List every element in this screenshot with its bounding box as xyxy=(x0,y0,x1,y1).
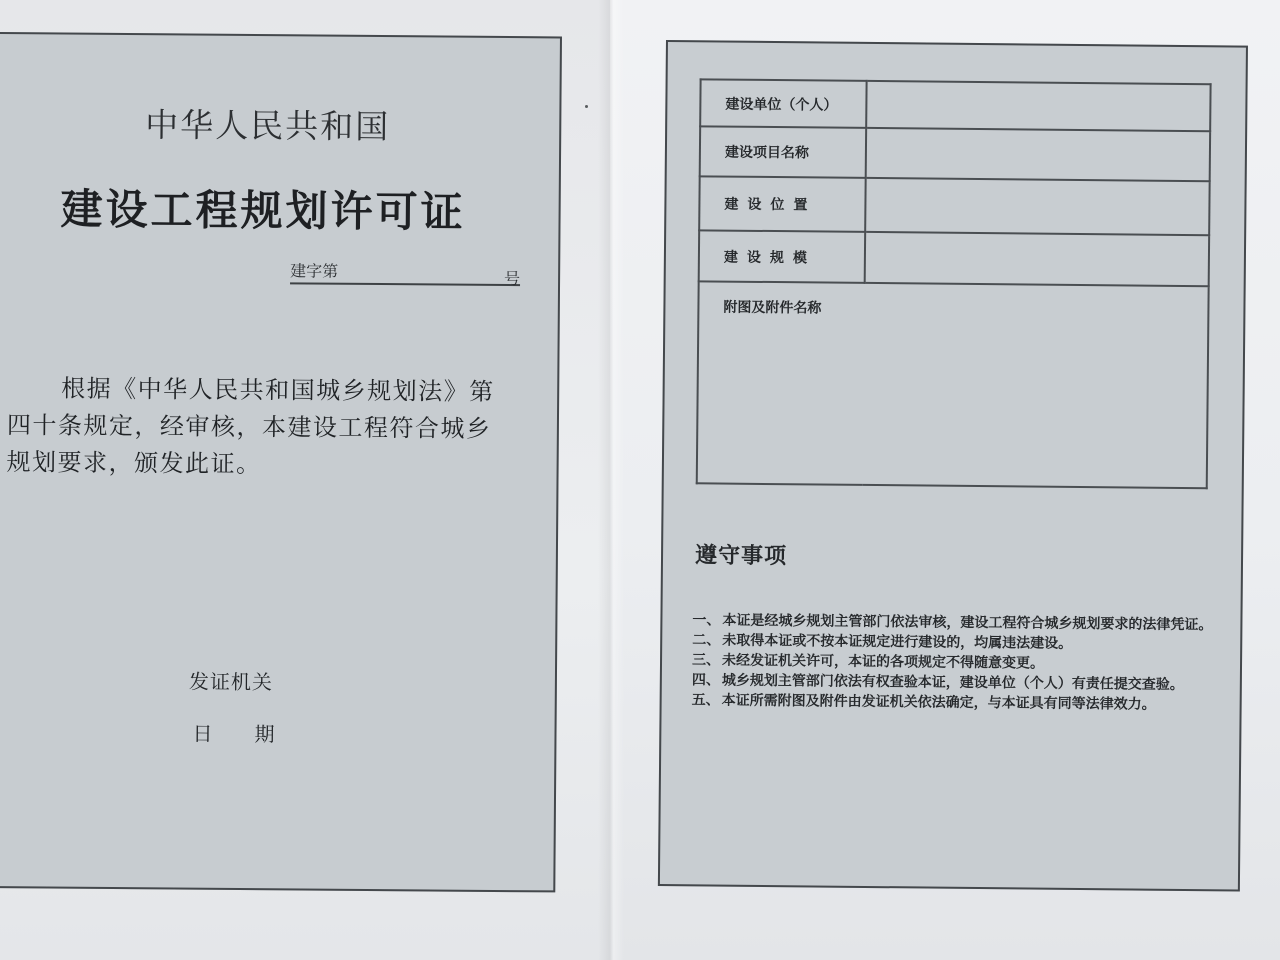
note-number: 一、 xyxy=(692,612,721,629)
note-text: 本证所需附图及附件由发证机关依法确定，与本证具有同等法律效力。 xyxy=(721,692,1156,713)
note-number: 二、 xyxy=(692,632,721,649)
fold-crease xyxy=(598,0,624,960)
statement-line: 规划要求，颁发此证。 xyxy=(6,448,262,479)
list-item xyxy=(692,690,1222,715)
construction-scale-label: 建设规模 xyxy=(699,230,865,283)
table-row xyxy=(699,230,1209,286)
issuing-authority-label: 发证机关 xyxy=(188,669,273,695)
construction-scale-value xyxy=(865,232,1209,286)
compliance-notes-list xyxy=(692,610,1223,715)
permit-cover-panel xyxy=(0,32,562,892)
construction-unit-label: 建设单位（个人） xyxy=(700,79,866,128)
permit-number-line xyxy=(290,258,521,289)
permit-title: 建设工程规划许可证 xyxy=(60,184,466,237)
attachments-label: 附图及附件名称 xyxy=(697,281,1209,488)
project-name-value xyxy=(866,128,1210,181)
table-row xyxy=(697,281,1209,488)
note-number: 四、 xyxy=(691,672,720,689)
construction-location-label: 建设位置 xyxy=(699,176,866,232)
permit-details-panel xyxy=(658,40,1248,892)
note-text: 城乡规划主管部门依法有权查验本证，建设单位（个人）有责任提交查验。 xyxy=(721,672,1184,694)
project-name-label: 建设项目名称 xyxy=(700,126,866,178)
permit-statement xyxy=(6,370,527,485)
statement-line: 根据《中华人民共和国城乡规划法》第 xyxy=(61,374,495,406)
table-row xyxy=(700,126,1210,181)
note-text: 未取得本证或不按本证规定进行建设的，均属违法建设。 xyxy=(722,632,1073,652)
table-row xyxy=(699,176,1209,235)
statement-line: 四十条规定，经审核，本建设工程符合城乡 xyxy=(6,411,492,443)
country-name: 中华人民共和国 xyxy=(145,105,391,147)
table-row xyxy=(700,79,1210,131)
note-number: 五、 xyxy=(691,692,720,709)
construction-location-value xyxy=(865,178,1210,235)
construction-unit-value xyxy=(866,81,1210,131)
note-text: 本证是经城乡规划主管部门依法审核，建设工程符合城乡规划要求的法律凭证。 xyxy=(722,612,1213,634)
permit-number-prefix: 建字第 xyxy=(290,261,339,281)
note-text: 未经发证机关许可，本证的各项规定不得随意变更。 xyxy=(721,652,1045,672)
note-number: 三、 xyxy=(691,652,721,669)
paper-speck xyxy=(585,105,588,108)
permit-number-suffix: 号 xyxy=(503,269,521,289)
project-info-table xyxy=(696,78,1212,489)
issue-date-label: 日期 xyxy=(192,721,317,747)
notes-heading: 遵守事项 xyxy=(694,543,788,570)
